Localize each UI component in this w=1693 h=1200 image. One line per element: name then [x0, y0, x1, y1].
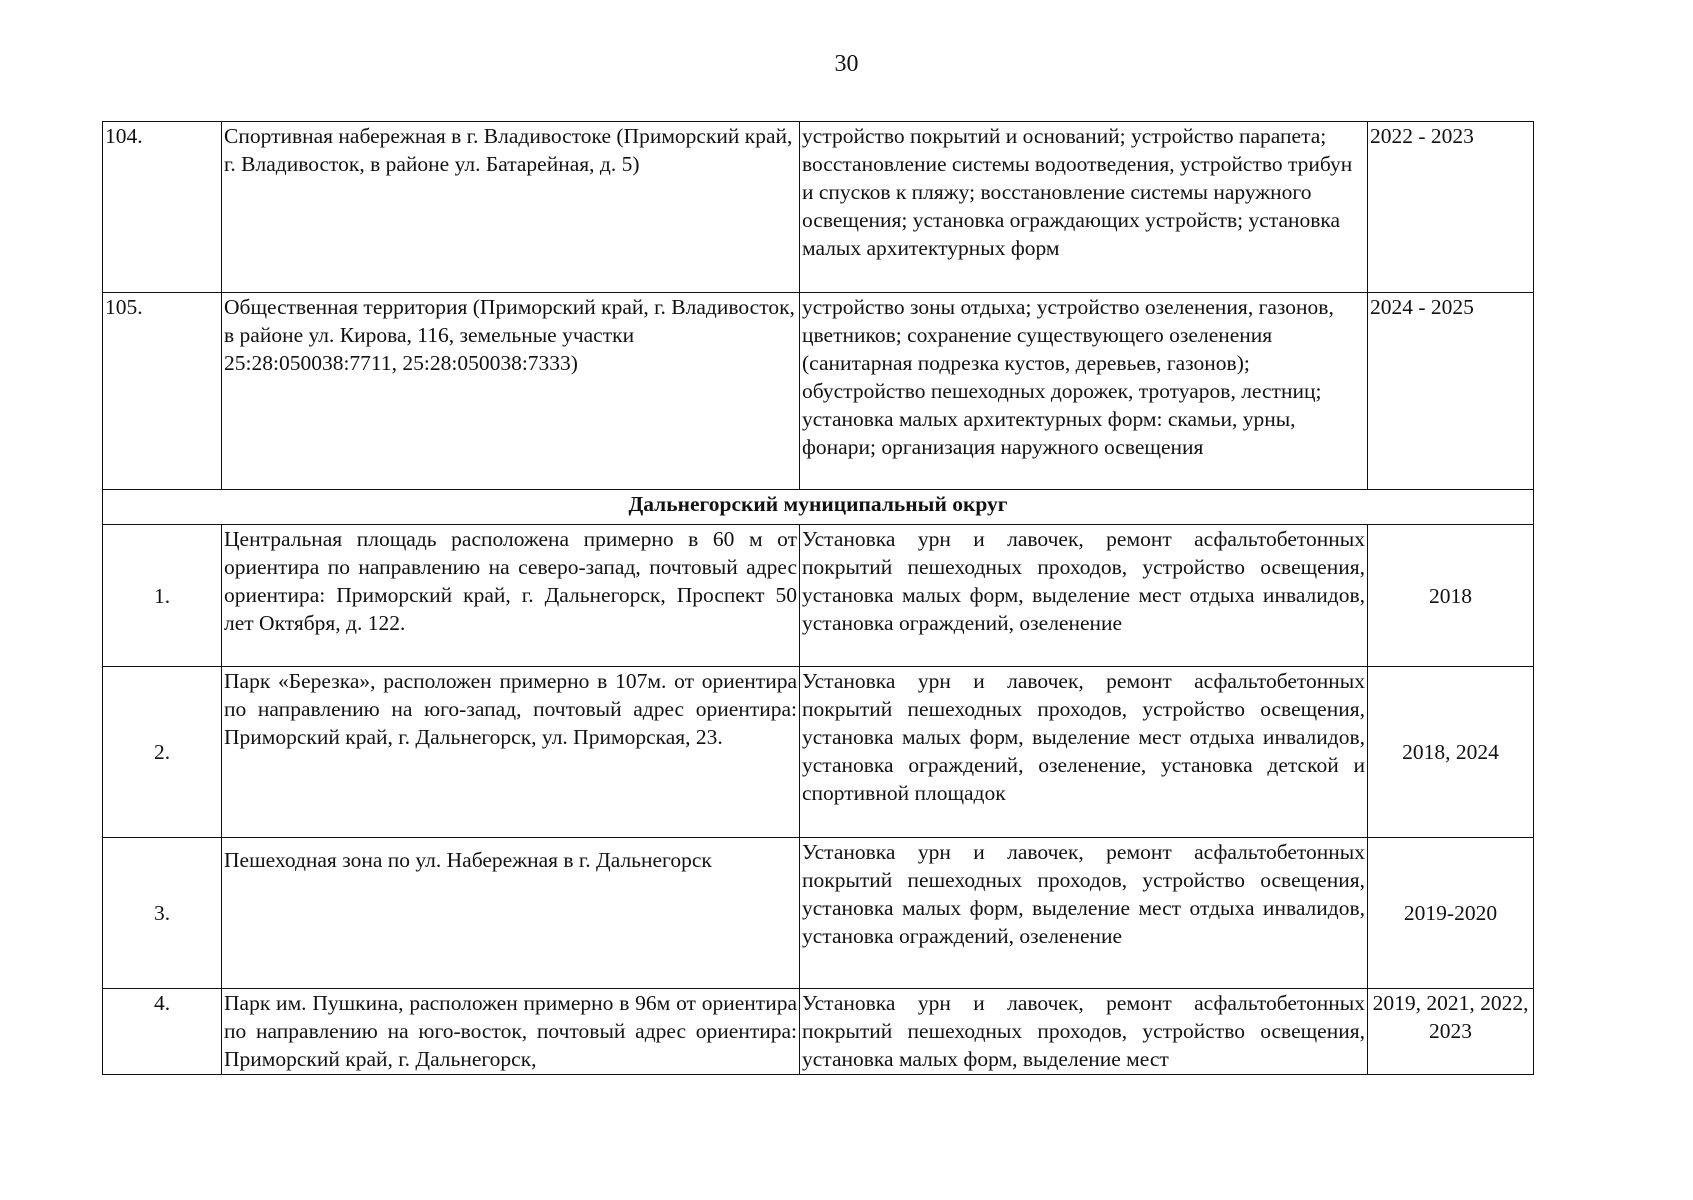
implementation-years: 2022 - 2023 — [1368, 122, 1534, 293]
implementation-years: 2018 — [1368, 525, 1534, 667]
territory-name: Парк «Березка», расположен примерно в 107м. от ориентира по направлению на юго-запад, почтовый адрес ориентира: Приморский край, г. Дальнегорск, ул. Приморская, 23. — [222, 667, 800, 838]
territory-name: Пешеходная зона по ул. Набережная в г. Дальнегорск — [222, 838, 800, 989]
section-title: Дальнегорский муниципальный округ — [103, 490, 1534, 525]
works-description: Установка урн и лавочек, ремонт асфальтобетонных покрытий пешеходных проходов, устройство освещения, установка малых форм, выделение мест отдыха инвалидов, установка ограждений, озеленение — [800, 838, 1368, 989]
table-row — [103, 293, 1534, 490]
table-row — [103, 667, 1534, 838]
implementation-years: 2019, 2021, 2022, 2023 — [1368, 989, 1534, 1075]
implementation-years: 2019-2020 — [1368, 838, 1534, 989]
territory-name: Общественная территория (Приморский край, г. Владивосток, в районе ул. Кирова, 116, земельные участки 25:28:050038:7711, 25:28:050038:7333) — [222, 293, 800, 490]
implementation-years: 2024 - 2025 — [1368, 293, 1534, 490]
row-number: 4. — [103, 989, 222, 1075]
works-description: устройство покрытий и оснований; устройство парапета; восстановление системы водоотведения, устройство трибун и спусков к пляжу; восстановление системы наружного освещения; установка ограждающих устройств; установка малых архитектурных форм — [800, 122, 1368, 293]
row-number: 104. — [103, 122, 222, 293]
row-number: 1. — [103, 525, 222, 667]
section-header-row — [103, 490, 1534, 525]
row-number: 105. — [103, 293, 222, 490]
implementation-years: 2018, 2024 — [1368, 667, 1534, 838]
works-description: устройство зоны отдыха; устройство озеленения, газонов, цветников; сохранение существующего озеленения (санитарная подрезка кустов, деревьев, газонов); обустройство пешеходных дорожек, тротуаров, лестниц; установка малых архитектурных форм: скамьи, урны, фонари; организация наружного освещения — [800, 293, 1368, 490]
table-row — [103, 838, 1534, 989]
table-row — [103, 122, 1534, 293]
territory-name: Парк им. Пушкина, расположен примерно в 96м от ориентира по направлению на юго-восток, почтовый адрес ориентира: Приморский край, г. Дальнегорск, — [222, 989, 800, 1075]
page-number: 30 — [834, 51, 859, 77]
table-row — [103, 989, 1534, 1075]
territory-name: Центральная площадь расположена примерно в 60 м от ориентира по направлению на северо-запад, почтовый адрес ориентира: Приморский край, г. Дальнегорск, Проспект 50 лет Октября, д. 122. — [222, 525, 800, 667]
territory-name: Спортивная набережная в г. Владивостоке (Приморский край, г. Владивосток, в районе ул. Батарейная, д. 5) — [222, 122, 800, 293]
table-row — [103, 525, 1534, 667]
row-number: 2. — [103, 667, 222, 838]
improvement-table — [102, 121, 1534, 1075]
row-number: 3. — [103, 838, 222, 989]
works-description: Установка урн и лавочек, ремонт асфальтобетонных покрытий пешеходных проходов, устройство освещения, установка малых форм, выделение мест — [800, 989, 1368, 1075]
works-description: Установка урн и лавочек, ремонт асфальтобетонных покрытий пешеходных проходов, устройство освещения, установка малых форм, выделение мест отдыха инвалидов, установка ограждений, озеленение — [800, 525, 1368, 667]
works-description: Установка урн и лавочек, ремонт асфальтобетонных покрытий пешеходных проходов, устройство освещения, установка малых форм, выделение мест отдыха инвалидов, установка ограждений, озеленение, установка детской и спортивной площадок — [800, 667, 1368, 838]
